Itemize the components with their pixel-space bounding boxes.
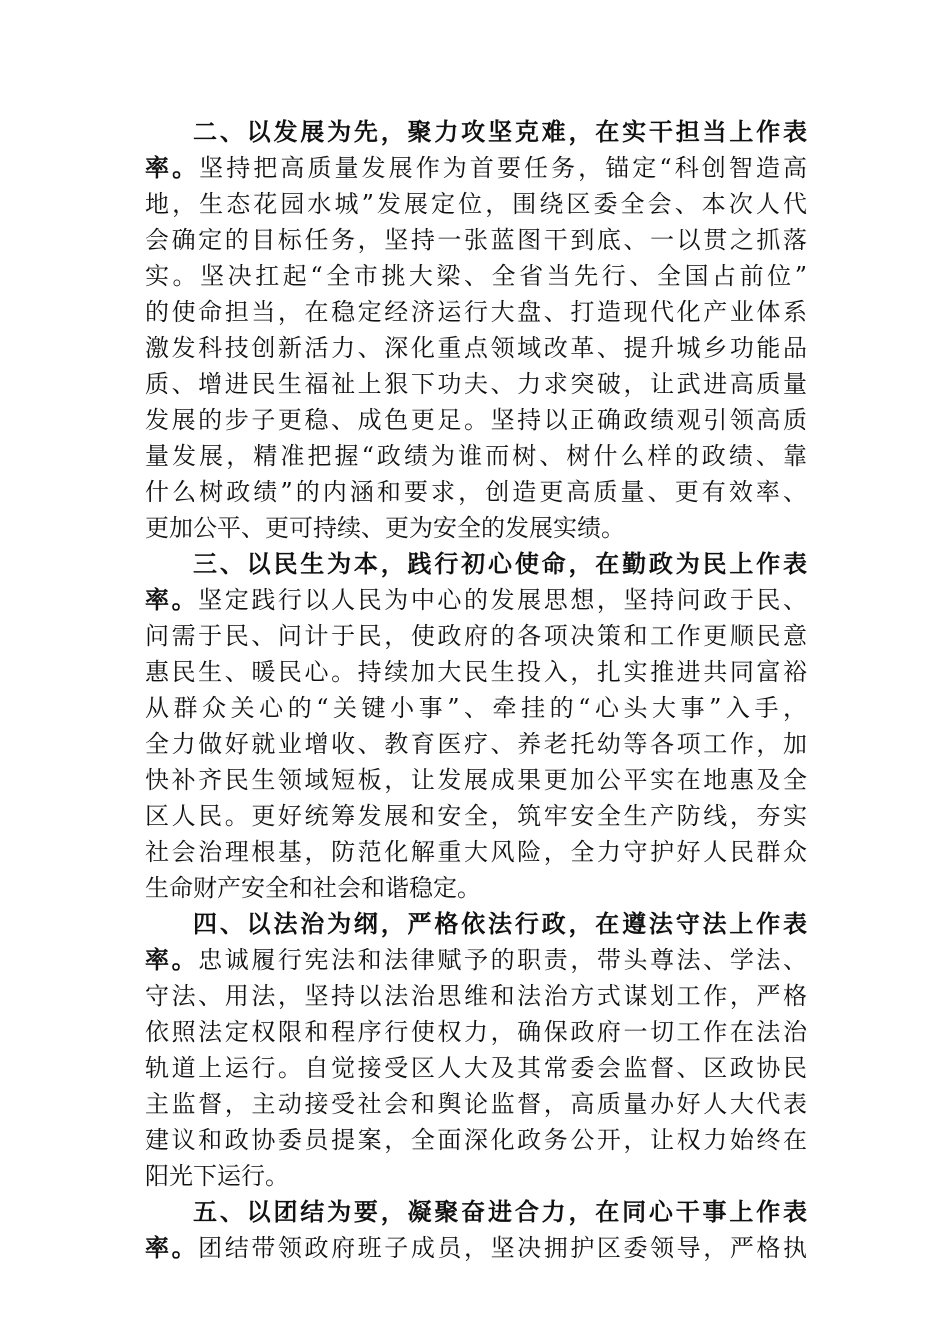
text-line	[145, 1086, 807, 1122]
text-line	[145, 906, 807, 942]
text-line	[145, 1050, 807, 1086]
document-page	[145, 114, 807, 1266]
paragraph-heading: 五、以团结为要，凝聚奋进合力，在同心干事上作表	[193, 1197, 807, 1226]
paragraph-heading: 三、以民生为本，践行初心使命，在勤政为民上作表	[193, 549, 807, 578]
paragraph-rule-of-law	[145, 906, 807, 1194]
line-text: 会确定的目标任务，坚持一张蓝图干到底、一以贯之抓落	[145, 226, 807, 254]
line-text-rest: 坚持把高质量发展作为首要任务，锚定“科创智造高	[199, 154, 807, 182]
line-text: 阳光下运行。	[145, 1162, 289, 1190]
line-text	[145, 1234, 807, 1262]
line-text: 什么树政绩”的内涵和要求，创造更高质量、更有效率、	[145, 478, 807, 506]
text-line	[145, 618, 807, 654]
line-text: 建议和政协委员提案，全面深化政务公开，让权力始终在	[145, 1126, 807, 1154]
line-text-rest: 忠诚履行宪法和法律赋予的职责，带头尊法、学法、	[198, 946, 807, 974]
text-line	[145, 294, 807, 330]
text-line	[145, 1122, 807, 1158]
line-text: 主监督，主动接受社会和舆论监督，高质量办好人大代表	[145, 1090, 807, 1118]
text-line	[145, 798, 807, 834]
line-text	[145, 586, 807, 614]
text-line	[145, 582, 807, 618]
text-line	[145, 690, 807, 726]
text-line	[145, 870, 807, 906]
text-line	[145, 366, 807, 402]
line-text: 守法、用法，坚持以法治思维和法治方式谋划工作，严格	[145, 982, 807, 1010]
line-text: 发展的步子更稳、成色更足。坚持以正确政绩观引领高质	[145, 406, 807, 434]
text-line	[145, 654, 807, 690]
heading-tail: 率。	[145, 153, 200, 182]
line-text: 地，生态花园水城”发展定位，围绕区委全会、本次人代	[145, 190, 807, 218]
text-line	[145, 438, 807, 474]
text-line	[145, 186, 807, 222]
text-line	[145, 222, 807, 258]
text-line	[145, 726, 807, 762]
line-text: 惠民生、暖民心。持续加大民生投入，扎实推进共同富裕	[145, 658, 807, 686]
line-text	[145, 946, 807, 974]
line-text: 生命财产安全和社会和谐稳定。	[145, 874, 481, 902]
text-line	[145, 978, 807, 1014]
text-line	[145, 546, 807, 582]
line-text: 实。坚决扛起“全市挑大梁、全省当先行、全国占前位”	[145, 262, 807, 290]
line-text: 轨道上运行。自觉接受区人大及其常委会监督、区政协民	[145, 1054, 807, 1082]
paragraph-heading: 二、以发展为先，聚力攻坚克难，在实干担当上作表	[193, 117, 807, 146]
paragraph-unity	[145, 1194, 807, 1266]
line-text: 从群众关心的“关键小事”、牵挂的“心头大事”入手，	[145, 694, 807, 722]
line-text: 的使命担当，在稳定经济运行大盘、打造现代化产业体系	[145, 298, 807, 326]
text-line	[145, 474, 807, 510]
text-line	[145, 402, 807, 438]
text-line	[145, 1230, 807, 1266]
paragraph-development	[145, 114, 807, 546]
line-text: 全力做好就业增收、教育医疗、养老托幼等各项工作，加	[145, 730, 807, 758]
text-line	[145, 150, 807, 186]
text-line	[145, 258, 807, 294]
text-line	[145, 1014, 807, 1050]
heading-tail: 率。	[145, 945, 199, 974]
text-line	[145, 330, 807, 366]
text-line	[145, 834, 807, 870]
line-text: 问需于民、问计于民，使政府的各项决策和工作更顺民意	[145, 622, 807, 650]
heading-tail: 率。	[145, 585, 199, 614]
heading-tail: 率。	[145, 1233, 199, 1262]
text-line	[145, 762, 807, 798]
text-line	[145, 1194, 807, 1230]
line-text: 依照法定权限和程序行使权力，确保政府一切工作在法治	[145, 1018, 807, 1046]
text-line	[145, 510, 807, 546]
paragraph-heading: 四、以法治为纲，严格依法行政，在遵法守法上作表	[193, 909, 807, 938]
line-text: 质、增进民生福祉上狠下功夫、力求突破，让武进高质量	[145, 370, 807, 398]
line-text	[145, 154, 807, 182]
line-text: 激发科技创新活力、深化重点领域改革、提升城乡功能品	[145, 334, 807, 362]
line-text-rest: 坚定践行以人民为中心的发展思想，坚持问政于民、	[198, 586, 807, 614]
line-text: 社会治理根基，防范化解重大风险，全力守护好人民群众	[145, 838, 807, 866]
line-text: 快补齐民生领域短板，让发展成果更加公平实在地惠及全	[145, 766, 807, 794]
paragraph-livelihood	[145, 546, 807, 906]
text-line	[145, 114, 807, 150]
line-text: 更加公平、更可持续、更为安全的发展实绩。	[145, 514, 625, 542]
line-text: 区人民。更好统筹发展和安全，筑牢安全生产防线，夯实	[145, 802, 807, 830]
text-line	[145, 942, 807, 978]
line-text: 量发展，精准把握“政绩为谁而树、树什么样的政绩、靠	[145, 442, 807, 470]
line-text-rest: 团结带领政府班子成员，坚决拥护区委领导，严格执	[198, 1234, 807, 1262]
text-line	[145, 1158, 807, 1194]
